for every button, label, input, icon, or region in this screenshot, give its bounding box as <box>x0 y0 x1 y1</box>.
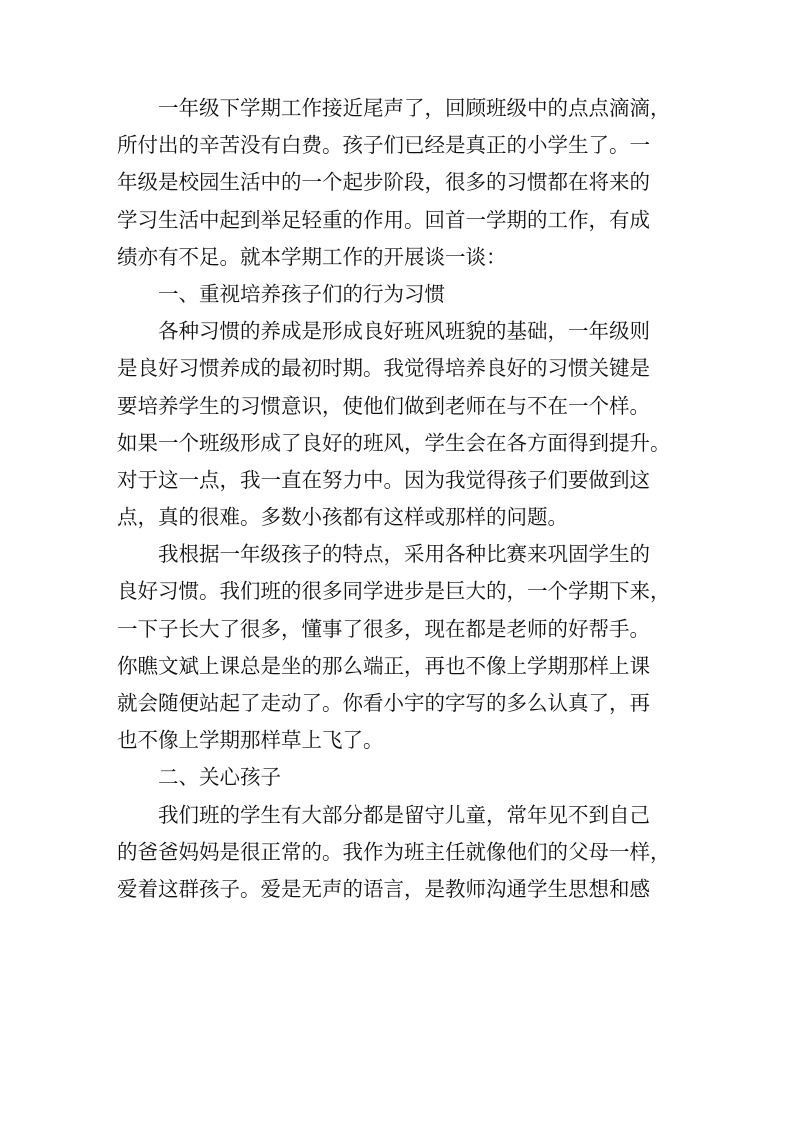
text-line: 各种习惯的养成是形成良好班风班貌的基础，一年级则 <box>158 319 650 344</box>
text-line: 你瞧文斌上课总是坐的那么端正，再也不像上学期那样上课 <box>117 653 650 678</box>
body-text <box>117 90 677 908</box>
text-line: 一下子长大了很多，懂事了很多，现在都是老师的好帮手。 <box>117 616 650 641</box>
text-line: 如果一个班级形成了良好的班风，学生会在各方面得到提升。 <box>117 430 671 455</box>
text-line: 点，真的很难。多数小孩都有这样或那样的问题。 <box>117 505 568 530</box>
text-line: 一年级下学期工作接近尾声了，回顾班级中的点点滴滴， <box>158 96 671 120</box>
text-line: 良好习惯。我们班的很多同学进步是巨大的，一个学期下来， <box>117 579 671 604</box>
text-line: 的爸爸妈妈是很正常的。我作为班主任就像他们的父母一样， <box>117 839 671 864</box>
section-heading: 一、重视培养孩子们的行为习惯 <box>158 281 445 306</box>
text-line: 是良好习惯养成的最初时期。我觉得培养良好的习惯关键是 <box>117 356 650 381</box>
text-line: 爱着这群孩子。爱是无声的语言，是教师沟通学生思想和感 <box>117 876 650 901</box>
text-line: 要培养学生的习惯意识，使他们做到老师在与不在一个样。 <box>117 393 650 418</box>
text-line: 就会随便站起了走动了。你看小宇的字写的多么认真了，再 <box>117 691 650 715</box>
text-line: 绩亦有不足。就本学期工作的开展谈一谈： <box>117 244 507 269</box>
text-line: 年级是校园生活中的一个起步阶段，很多的习惯都在将来的 <box>117 170 650 195</box>
text-line: 对于这一点，我一直在努力中。因为我觉得孩子们要做到这 <box>117 467 650 492</box>
section-heading: 二、关心孩子 <box>158 765 281 790</box>
text-line: 所付出的辛苦没有白费。孩子们已经是真正的小学生了。一 <box>117 133 650 158</box>
text-line: 我根据一年级孩子的特点，采用各种比赛来巩固学生的 <box>158 542 650 567</box>
text-line: 也不像上学期那样草上飞了。 <box>117 728 384 753</box>
text-line: 我们班的学生有大部分都是留守儿童，常年见不到自己 <box>158 802 650 827</box>
text-line: 学习生活中起到举足轻重的作用。回首一学期的工作，有成 <box>117 207 650 232</box>
